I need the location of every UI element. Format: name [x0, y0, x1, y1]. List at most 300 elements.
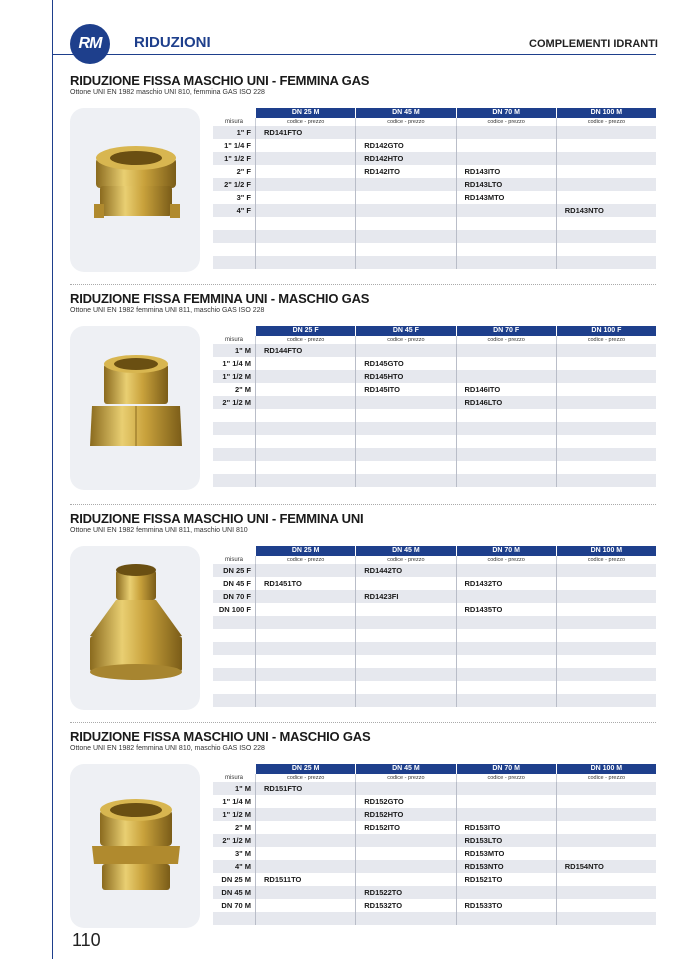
- table-row: [213, 795, 656, 808]
- code-price-label: codice - prezzo: [255, 774, 355, 782]
- product-code-cell: RD153NTO: [456, 860, 556, 873]
- product-code-cell: [556, 886, 656, 899]
- product-code-cell: RD1423FI: [355, 590, 455, 603]
- product-code-cell: [556, 603, 656, 616]
- measure-cell: DN 45 F: [223, 579, 251, 588]
- code-price-label: codice - prezzo: [456, 774, 556, 782]
- product-code-cell: [556, 834, 656, 847]
- measure-cell: 4" M: [234, 862, 251, 871]
- brand-logo: RM: [70, 24, 110, 64]
- table-row: [213, 860, 656, 873]
- product-code-cell: [456, 126, 556, 139]
- product-code-cell: [556, 357, 656, 370]
- product-code-cell: [456, 681, 556, 694]
- product-code-cell: [255, 834, 355, 847]
- product-code-cell: [355, 912, 455, 925]
- measure-cell: [213, 912, 255, 925]
- section-title: RIDUZIONE FISSA MASCHIO UNI - FEMMINA GAS: [70, 73, 370, 88]
- product-code-cell: [355, 629, 455, 642]
- product-code-cell: [355, 191, 455, 204]
- product-code-cell: [456, 642, 556, 655]
- product-code-cell: [556, 577, 656, 590]
- product-code-cell: [556, 217, 656, 230]
- product-code-cell: [355, 448, 455, 461]
- product-code-cell: [456, 243, 556, 256]
- product-code-cell: RD146LTO: [456, 396, 556, 409]
- table-row: [213, 616, 656, 629]
- product-code-cell: RD145GTO: [355, 357, 455, 370]
- column-header: DN 70 M: [456, 764, 556, 774]
- product-code-cell: [355, 461, 455, 474]
- page-category: COMPLEMENTI IDRANTI: [529, 38, 658, 50]
- product-code-cell: [556, 435, 656, 448]
- product-code-cell: RD142HTO: [355, 152, 455, 165]
- column-header: DN 25 M: [255, 546, 355, 556]
- product-code-cell: [355, 204, 455, 217]
- measure-cell: DN 25 M: [221, 875, 251, 884]
- product-code-cell: [355, 178, 455, 191]
- product-code-cell: [255, 178, 355, 191]
- product-code-cell: [556, 847, 656, 860]
- product-image-panel: [70, 546, 200, 710]
- product-code-cell: [355, 655, 455, 668]
- page-left-rule: [52, 0, 53, 959]
- product-section: [70, 73, 656, 215]
- product-code-cell: [255, 422, 355, 435]
- product-code-cell: [255, 139, 355, 152]
- product-code-cell: [556, 474, 656, 487]
- table-row: [213, 178, 656, 191]
- product-code-cell: [255, 847, 355, 860]
- code-price-label: codice - prezzo: [456, 336, 556, 344]
- column-header: DN 100 M: [556, 764, 656, 774]
- product-code-cell: [556, 383, 656, 396]
- product-code-cell: RD152GTO: [355, 795, 455, 808]
- product-section: [70, 511, 656, 614]
- product-code-cell: RD142ITO: [355, 165, 455, 178]
- code-price-label: codice - prezzo: [255, 336, 355, 344]
- measure-cell: [213, 217, 255, 230]
- measure-cell: 1" F: [236, 128, 251, 137]
- product-code-cell: [355, 409, 455, 422]
- product-code-cell: [556, 694, 656, 707]
- product-code-cell: RD144FTO: [255, 344, 355, 357]
- brass-fitting-image: [78, 118, 192, 258]
- product-code-cell: [355, 243, 455, 256]
- table-row: [213, 642, 656, 655]
- code-price-label: codice - prezzo: [355, 336, 455, 344]
- product-code-cell: [456, 912, 556, 925]
- product-code-cell: [255, 357, 355, 370]
- product-code-cell: [556, 808, 656, 821]
- product-code-cell: [556, 668, 656, 681]
- page-header: [52, 22, 662, 60]
- column-header: DN 25 M: [255, 764, 355, 774]
- measure-cell: 2" M: [234, 385, 251, 394]
- product-code-cell: [255, 396, 355, 409]
- product-code-cell: [355, 603, 455, 616]
- product-code-cell: [355, 344, 455, 357]
- column-header: DN 100 F: [556, 326, 656, 336]
- product-code-cell: [255, 370, 355, 383]
- table-row: [213, 912, 656, 925]
- product-code-cell: [255, 912, 355, 925]
- measure-cell: [213, 243, 255, 256]
- product-code-cell: [456, 629, 556, 642]
- product-table: [213, 764, 656, 925]
- table-row: [213, 152, 656, 165]
- product-code-cell: [556, 230, 656, 243]
- product-code-cell: [556, 139, 656, 152]
- product-code-cell: [255, 603, 355, 616]
- table-row: [213, 217, 656, 230]
- product-code-cell: [556, 370, 656, 383]
- product-code-cell: [456, 435, 556, 448]
- product-code-cell: RD145ITO: [355, 383, 455, 396]
- table-body: [213, 782, 656, 925]
- measure-cell: 1" 1/2 F: [224, 154, 251, 163]
- table-row: [213, 834, 656, 847]
- product-code-cell: [456, 668, 556, 681]
- measure-cell: [213, 655, 255, 668]
- product-code-cell: [355, 396, 455, 409]
- product-code-cell: [255, 681, 355, 694]
- table-row: [213, 256, 656, 269]
- product-code-cell: RD154NTO: [556, 860, 656, 873]
- table-subheader-row: [213, 118, 656, 126]
- table-row: [213, 603, 656, 616]
- product-table: [213, 326, 656, 487]
- product-code-cell: RD1522TO: [355, 886, 455, 899]
- product-code-cell: [556, 178, 656, 191]
- table-row: [213, 694, 656, 707]
- measure-cell: [213, 668, 255, 681]
- measure-label: misura: [224, 337, 243, 343]
- measure-cell: [213, 448, 255, 461]
- product-code-cell: [556, 590, 656, 603]
- product-code-cell: RD152ITO: [355, 821, 455, 834]
- product-code-cell: [556, 629, 656, 642]
- product-code-cell: [255, 243, 355, 256]
- brass-fitting-image: [78, 336, 192, 476]
- product-code-cell: [456, 564, 556, 577]
- product-code-cell: [556, 642, 656, 655]
- table-row: [213, 886, 656, 899]
- product-code-cell: [355, 616, 455, 629]
- table-row: [213, 873, 656, 886]
- product-code-cell: [556, 899, 656, 912]
- code-price-label: codice - prezzo: [255, 118, 355, 126]
- product-code-cell: RD152HTO: [355, 808, 455, 821]
- product-code-cell: [255, 217, 355, 230]
- product-code-cell: [255, 642, 355, 655]
- measure-cell: 1" 1/2 M: [222, 372, 251, 381]
- product-code-cell: RD153LTO: [456, 834, 556, 847]
- page-section-title: RIDUZIONI: [134, 34, 211, 51]
- code-price-label: codice - prezzo: [556, 336, 656, 344]
- product-code-cell: [355, 217, 455, 230]
- section-subtitle: Ottone UNI EN 1982 maschio UNI 810, femmina GAS ISO 228: [70, 89, 265, 96]
- product-code-cell: [355, 230, 455, 243]
- product-code-cell: [355, 126, 455, 139]
- table-row: [213, 396, 656, 409]
- table-header-row: [255, 764, 656, 774]
- product-code-cell: [255, 886, 355, 899]
- measure-cell: DN 45 M: [221, 888, 251, 897]
- column-header: DN 70 M: [456, 546, 556, 556]
- product-code-cell: [456, 370, 556, 383]
- section-divider: [70, 284, 656, 285]
- measure-cell: 1" 1/4 F: [224, 141, 251, 150]
- table-row: [213, 191, 656, 204]
- table-row: [213, 668, 656, 681]
- measure-cell: 1" 1/4 M: [222, 797, 251, 806]
- product-code-cell: RD151FTO: [255, 782, 355, 795]
- measure-cell: 1" 1/2 M: [222, 810, 251, 819]
- table-row: [213, 821, 656, 834]
- product-code-cell: RD146ITO: [456, 383, 556, 396]
- measure-cell: 3" M: [234, 849, 251, 858]
- table-body: [213, 564, 656, 707]
- product-code-cell: [255, 204, 355, 217]
- product-code-cell: [355, 834, 455, 847]
- product-image-panel: [70, 764, 200, 928]
- measure-cell: DN 70 F: [223, 592, 251, 601]
- product-code-cell: [556, 165, 656, 178]
- measure-label: misura: [224, 775, 243, 781]
- page-number: 110: [72, 930, 101, 950]
- product-code-cell: [355, 422, 455, 435]
- column-header: DN 70 M: [456, 108, 556, 118]
- product-code-cell: [255, 795, 355, 808]
- code-price-label: codice - prezzo: [255, 556, 355, 564]
- product-code-cell: [556, 243, 656, 256]
- table-row: [213, 422, 656, 435]
- product-code-cell: [255, 564, 355, 577]
- product-code-cell: [255, 821, 355, 834]
- column-header: DN 45 M: [355, 546, 455, 556]
- code-price-label: codice - prezzo: [355, 118, 455, 126]
- product-code-cell: [355, 642, 455, 655]
- product-code-cell: [556, 782, 656, 795]
- product-code-cell: [456, 474, 556, 487]
- table-row: [213, 474, 656, 487]
- measure-cell: 1" M: [234, 346, 251, 355]
- column-header: DN 100 M: [556, 108, 656, 118]
- table-subheader-row: [213, 336, 656, 344]
- product-code-cell: RD143MTO: [456, 191, 556, 204]
- header-rule: [52, 54, 656, 55]
- table-row: [213, 899, 656, 912]
- section-subtitle: Ottone UNI EN 1982 femmina UNI 811, maschio UNI 810: [70, 527, 248, 534]
- product-code-cell: [456, 616, 556, 629]
- table-row: [213, 435, 656, 448]
- section-subtitle: Ottone UNI EN 1982 femmina UNI 811, maschio GAS ISO 228: [70, 307, 265, 314]
- product-code-cell: [255, 409, 355, 422]
- brass-fitting-image: [78, 774, 192, 914]
- product-code-cell: [456, 448, 556, 461]
- product-code-cell: [456, 152, 556, 165]
- table-header-row: [255, 326, 656, 336]
- product-code-cell: [255, 616, 355, 629]
- product-code-cell: [456, 139, 556, 152]
- product-code-cell: [556, 191, 656, 204]
- section-title: RIDUZIONE FISSA MASCHIO UNI - FEMMINA UNI: [70, 511, 364, 526]
- section-divider: [70, 722, 656, 723]
- code-price-label: codice - prezzo: [556, 774, 656, 782]
- code-price-label: codice - prezzo: [456, 118, 556, 126]
- measure-cell: 1" 1/4 M: [222, 359, 251, 368]
- product-code-cell: [556, 344, 656, 357]
- product-code-cell: [255, 152, 355, 165]
- product-code-cell: [255, 590, 355, 603]
- product-image-panel: [70, 326, 200, 490]
- product-code-cell: [556, 795, 656, 808]
- product-code-cell: [456, 795, 556, 808]
- product-code-cell: [255, 435, 355, 448]
- product-table: [213, 108, 656, 269]
- table-row: [213, 204, 656, 217]
- column-header: DN 25 M: [255, 108, 355, 118]
- product-code-cell: RD1521TO: [456, 873, 556, 886]
- measure-cell: [213, 629, 255, 642]
- product-code-cell: [255, 899, 355, 912]
- measure-cell: DN 25 F: [223, 566, 251, 575]
- product-code-cell: [255, 860, 355, 873]
- product-section: [70, 729, 656, 910]
- measure-cell: 1" M: [234, 784, 251, 793]
- product-code-cell: [355, 860, 455, 873]
- table-row: [213, 461, 656, 474]
- column-header: DN 100 M: [556, 546, 656, 556]
- product-code-cell: [255, 230, 355, 243]
- column-header: DN 25 F: [255, 326, 355, 336]
- table-row: [213, 681, 656, 694]
- product-code-cell: [456, 357, 556, 370]
- product-code-cell: [556, 461, 656, 474]
- product-code-cell: [556, 152, 656, 165]
- product-code-cell: [456, 344, 556, 357]
- product-code-cell: [456, 204, 556, 217]
- product-code-cell: [556, 873, 656, 886]
- measure-cell: 2" 1/2 F: [224, 180, 251, 189]
- product-code-cell: RD153ITO: [456, 821, 556, 834]
- product-code-cell: [255, 461, 355, 474]
- product-code-cell: [456, 230, 556, 243]
- section-subtitle: Ottone UNI EN 1982 femmina UNI 810, maschio GAS ISO 228: [70, 745, 265, 752]
- product-code-cell: [255, 629, 355, 642]
- measure-cell: DN 70 M: [221, 901, 251, 910]
- product-code-cell: [255, 668, 355, 681]
- table-row: [213, 847, 656, 860]
- table-row: [213, 629, 656, 642]
- measure-cell: 2" F: [236, 167, 251, 176]
- product-code-cell: [456, 782, 556, 795]
- product-code-cell: [255, 655, 355, 668]
- product-code-cell: [355, 474, 455, 487]
- table-row: [213, 243, 656, 256]
- measure-cell: [213, 474, 255, 487]
- product-code-cell: [355, 256, 455, 269]
- product-code-cell: [255, 474, 355, 487]
- table-subheader-row: [213, 774, 656, 782]
- product-section: [70, 291, 656, 407]
- product-code-cell: RD143LTO: [456, 178, 556, 191]
- table-row: [213, 409, 656, 422]
- product-code-cell: [355, 668, 455, 681]
- product-image-panel: [70, 108, 200, 272]
- product-code-cell: RD141FTO: [255, 126, 355, 139]
- measure-cell: [213, 694, 255, 707]
- table-row: [213, 590, 656, 603]
- code-price-label: codice - prezzo: [556, 118, 656, 126]
- measure-cell: 2" 1/2 M: [222, 398, 251, 407]
- product-code-cell: RD1532TO: [355, 899, 455, 912]
- product-code-cell: [255, 448, 355, 461]
- product-code-cell: [355, 847, 455, 860]
- table-row: [213, 139, 656, 152]
- section-divider: [70, 504, 656, 505]
- product-code-cell: [556, 681, 656, 694]
- product-code-cell: [355, 577, 455, 590]
- product-code-cell: [556, 448, 656, 461]
- table-row: [213, 782, 656, 795]
- product-code-cell: RD1442TO: [355, 564, 455, 577]
- column-header: DN 45 M: [355, 764, 455, 774]
- table-row: [213, 655, 656, 668]
- product-code-cell: [255, 256, 355, 269]
- product-code-cell: [255, 694, 355, 707]
- measure-label: misura: [224, 119, 243, 125]
- section-title: RIDUZIONE FISSA MASCHIO UNI - MASCHIO GAS: [70, 729, 371, 744]
- product-code-cell: RD142GTO: [355, 139, 455, 152]
- product-code-cell: [255, 165, 355, 178]
- table-body: [213, 344, 656, 487]
- product-code-cell: [456, 461, 556, 474]
- table-row: [213, 383, 656, 396]
- column-header: DN 45 M: [355, 108, 455, 118]
- product-code-cell: [255, 383, 355, 396]
- product-code-cell: [456, 422, 556, 435]
- product-code-cell: [556, 409, 656, 422]
- product-code-cell: RD153MTO: [456, 847, 556, 860]
- code-price-label: codice - prezzo: [556, 556, 656, 564]
- measure-cell: [213, 422, 255, 435]
- product-code-cell: [355, 435, 455, 448]
- code-price-label: codice - prezzo: [355, 556, 455, 564]
- product-code-cell: RD1511TO: [255, 873, 355, 886]
- measure-cell: [213, 409, 255, 422]
- product-table: [213, 546, 656, 707]
- table-row: [213, 357, 656, 370]
- product-code-cell: [456, 655, 556, 668]
- measure-cell: [213, 256, 255, 269]
- product-code-cell: [556, 821, 656, 834]
- product-code-cell: [456, 886, 556, 899]
- measure-cell: [213, 616, 255, 629]
- product-code-cell: [456, 256, 556, 269]
- table-row: [213, 165, 656, 178]
- product-code-cell: RD1533TO: [456, 899, 556, 912]
- table-row: [213, 808, 656, 821]
- product-code-cell: [355, 694, 455, 707]
- product-code-cell: [456, 694, 556, 707]
- product-code-cell: RD1451TO: [255, 577, 355, 590]
- product-code-cell: [355, 782, 455, 795]
- product-code-cell: [255, 808, 355, 821]
- measure-cell: 2" 1/2 M: [222, 836, 251, 845]
- table-body: [213, 126, 656, 269]
